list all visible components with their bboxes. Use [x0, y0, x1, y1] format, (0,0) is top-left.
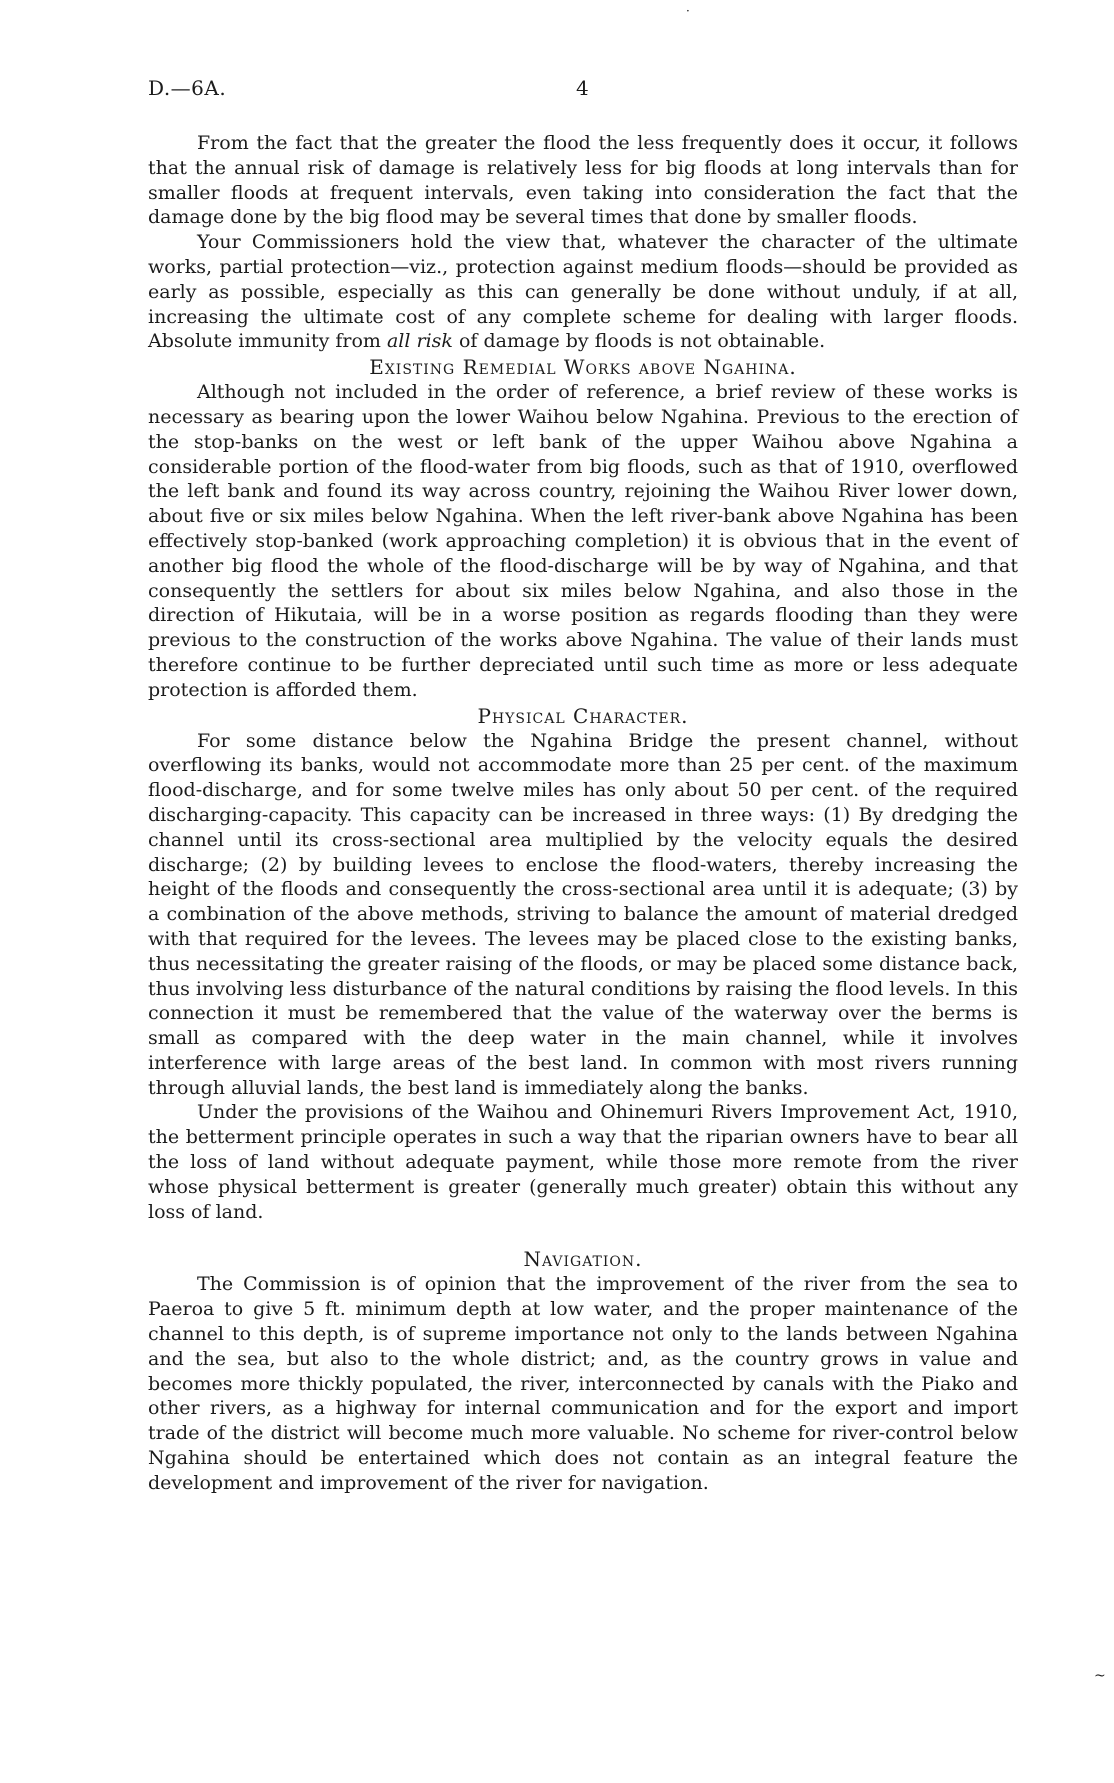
paragraph-text: of damage by floods is not obtainable. — [452, 330, 826, 353]
paragraph: From the fact that the greater the flood the less frequently does it occur, it follows that the annual risk of damage is relatively less for big floods at long intervals than for smaller floods at frequent intervals, even taking into consideration the fact that the damage done by the big flood may be several times that done by smaller floods. — [148, 132, 1018, 229]
scan-mark: ~ — [1094, 1668, 1106, 1684]
scan-dot: · — [686, 4, 690, 18]
paragraph: The Commission is of opinion that the improvement of the river from the sea to Paeroa to give 5 ft. minimum depth at low water, and the proper maintenance of the channel to this depth, is of supreme importance not only to the lands between Ngahina and the sea, but also to the whole district; and, as the country grows in value and becomes more thickly populated, the river, interconnected by canals with the Piako and other rivers, as a highway for internal communication and for the export and import trade of the district will become much more valuable. No scheme for river-control below Ngahina should be entertained which does not contain as an integral feature the development and improvement of the river for navigation. — [148, 1273, 1018, 1494]
paragraph-text: Your Commissioners hold the view that, whatever the character of the ultimate works, partial protection—viz., protection against medium floods—should be provided as early as possible, especially as this can generally be done without unduly, if at all, increasing the ultimate cost of any complete scheme for dealing with larger floods. Absolute immunity from — [148, 231, 1018, 353]
paragraph: Under the provisions of the Waihou and Ohinemuri Rivers Improvement Act, 1910, the betterment principle operates in such a way that the riparian owners have to bear all the loss of land without adequate payment, while those more remote from the river whose physical betterment is greater (generally much greater) obtain this without any loss of land. — [148, 1101, 1018, 1223]
paragraph — [148, 230, 1018, 354]
section-heading-physical-character: Physical Character. — [477, 703, 689, 728]
emphasis-text: all risk — [386, 330, 453, 353]
paragraph: For some distance below the Ngahina Bridge the present channel, without overflowing its banks, would not accommodate more than 25 per cent. of the maximum flood-discharge, and for some twelve miles has only about 50 per cent. of the required discharging-capacity. This capacity can be increased in three ways: (1) By dredging the channel until its cross-sectional area multiplied by the velocity equals the desired discharge; (2) by building levees to enclose the flood-waters, thereby increasing the height of the floods and consequently the cross-sectional area until it is adequate; (3) by a combination of the above methods, striving to balance the amount of material dredged with that required for the levees. The levees may be placed close to the existing banks, thus necessitating the greater raising of the floods, or may be placed some distance back, thus involving less disturbance of the natural conditions by raising the flood levels. In this connection it must be remembered that the value of the waterway over the berms is small as compared with the deep water in the main channel, while it involves interference with large areas of the best land. In common with most rivers running through alluvial lands, the best land is immediately along the banks. — [148, 729, 1018, 1099]
page-number: 4 — [576, 76, 590, 100]
paragraph: Although not included in the order of reference, a brief review of these works is necessary as bearing upon the lower Waihou below Ngahina. Previous to the erection of the stop-banks on the west or left bank of the upper Waihou above Ngahina a considerable portion of the flood-water from big floods, such as that of 1910, overflowed the left bank and found its way across country, rejoining the Waihou River lower down, about five or six miles below Ngahina. When the left river-bank above Ngahina has been effectively stop-banked (work approaching completion) it is obvious that in the event of another big flood the whole of the flood-discharge will be by way of Ngahina, and that consequently the settlers for about six miles below Ngahina, and also those in the direction of Hikutaia, will be in a worse position as regards flooding than they were previous to the construction of the works above Ngahina. The value of their lands must therefore continue to be further depreciated until such time as more or less adequate protection is afforded them. — [148, 381, 1018, 701]
document-body — [148, 131, 1018, 1496]
section-heading-navigation: Navigation. — [523, 1247, 643, 1272]
section-heading-existing-works: Existing Remedial Works above Ngahina. — [369, 355, 797, 380]
document-code: D.—6A. — [148, 76, 227, 100]
